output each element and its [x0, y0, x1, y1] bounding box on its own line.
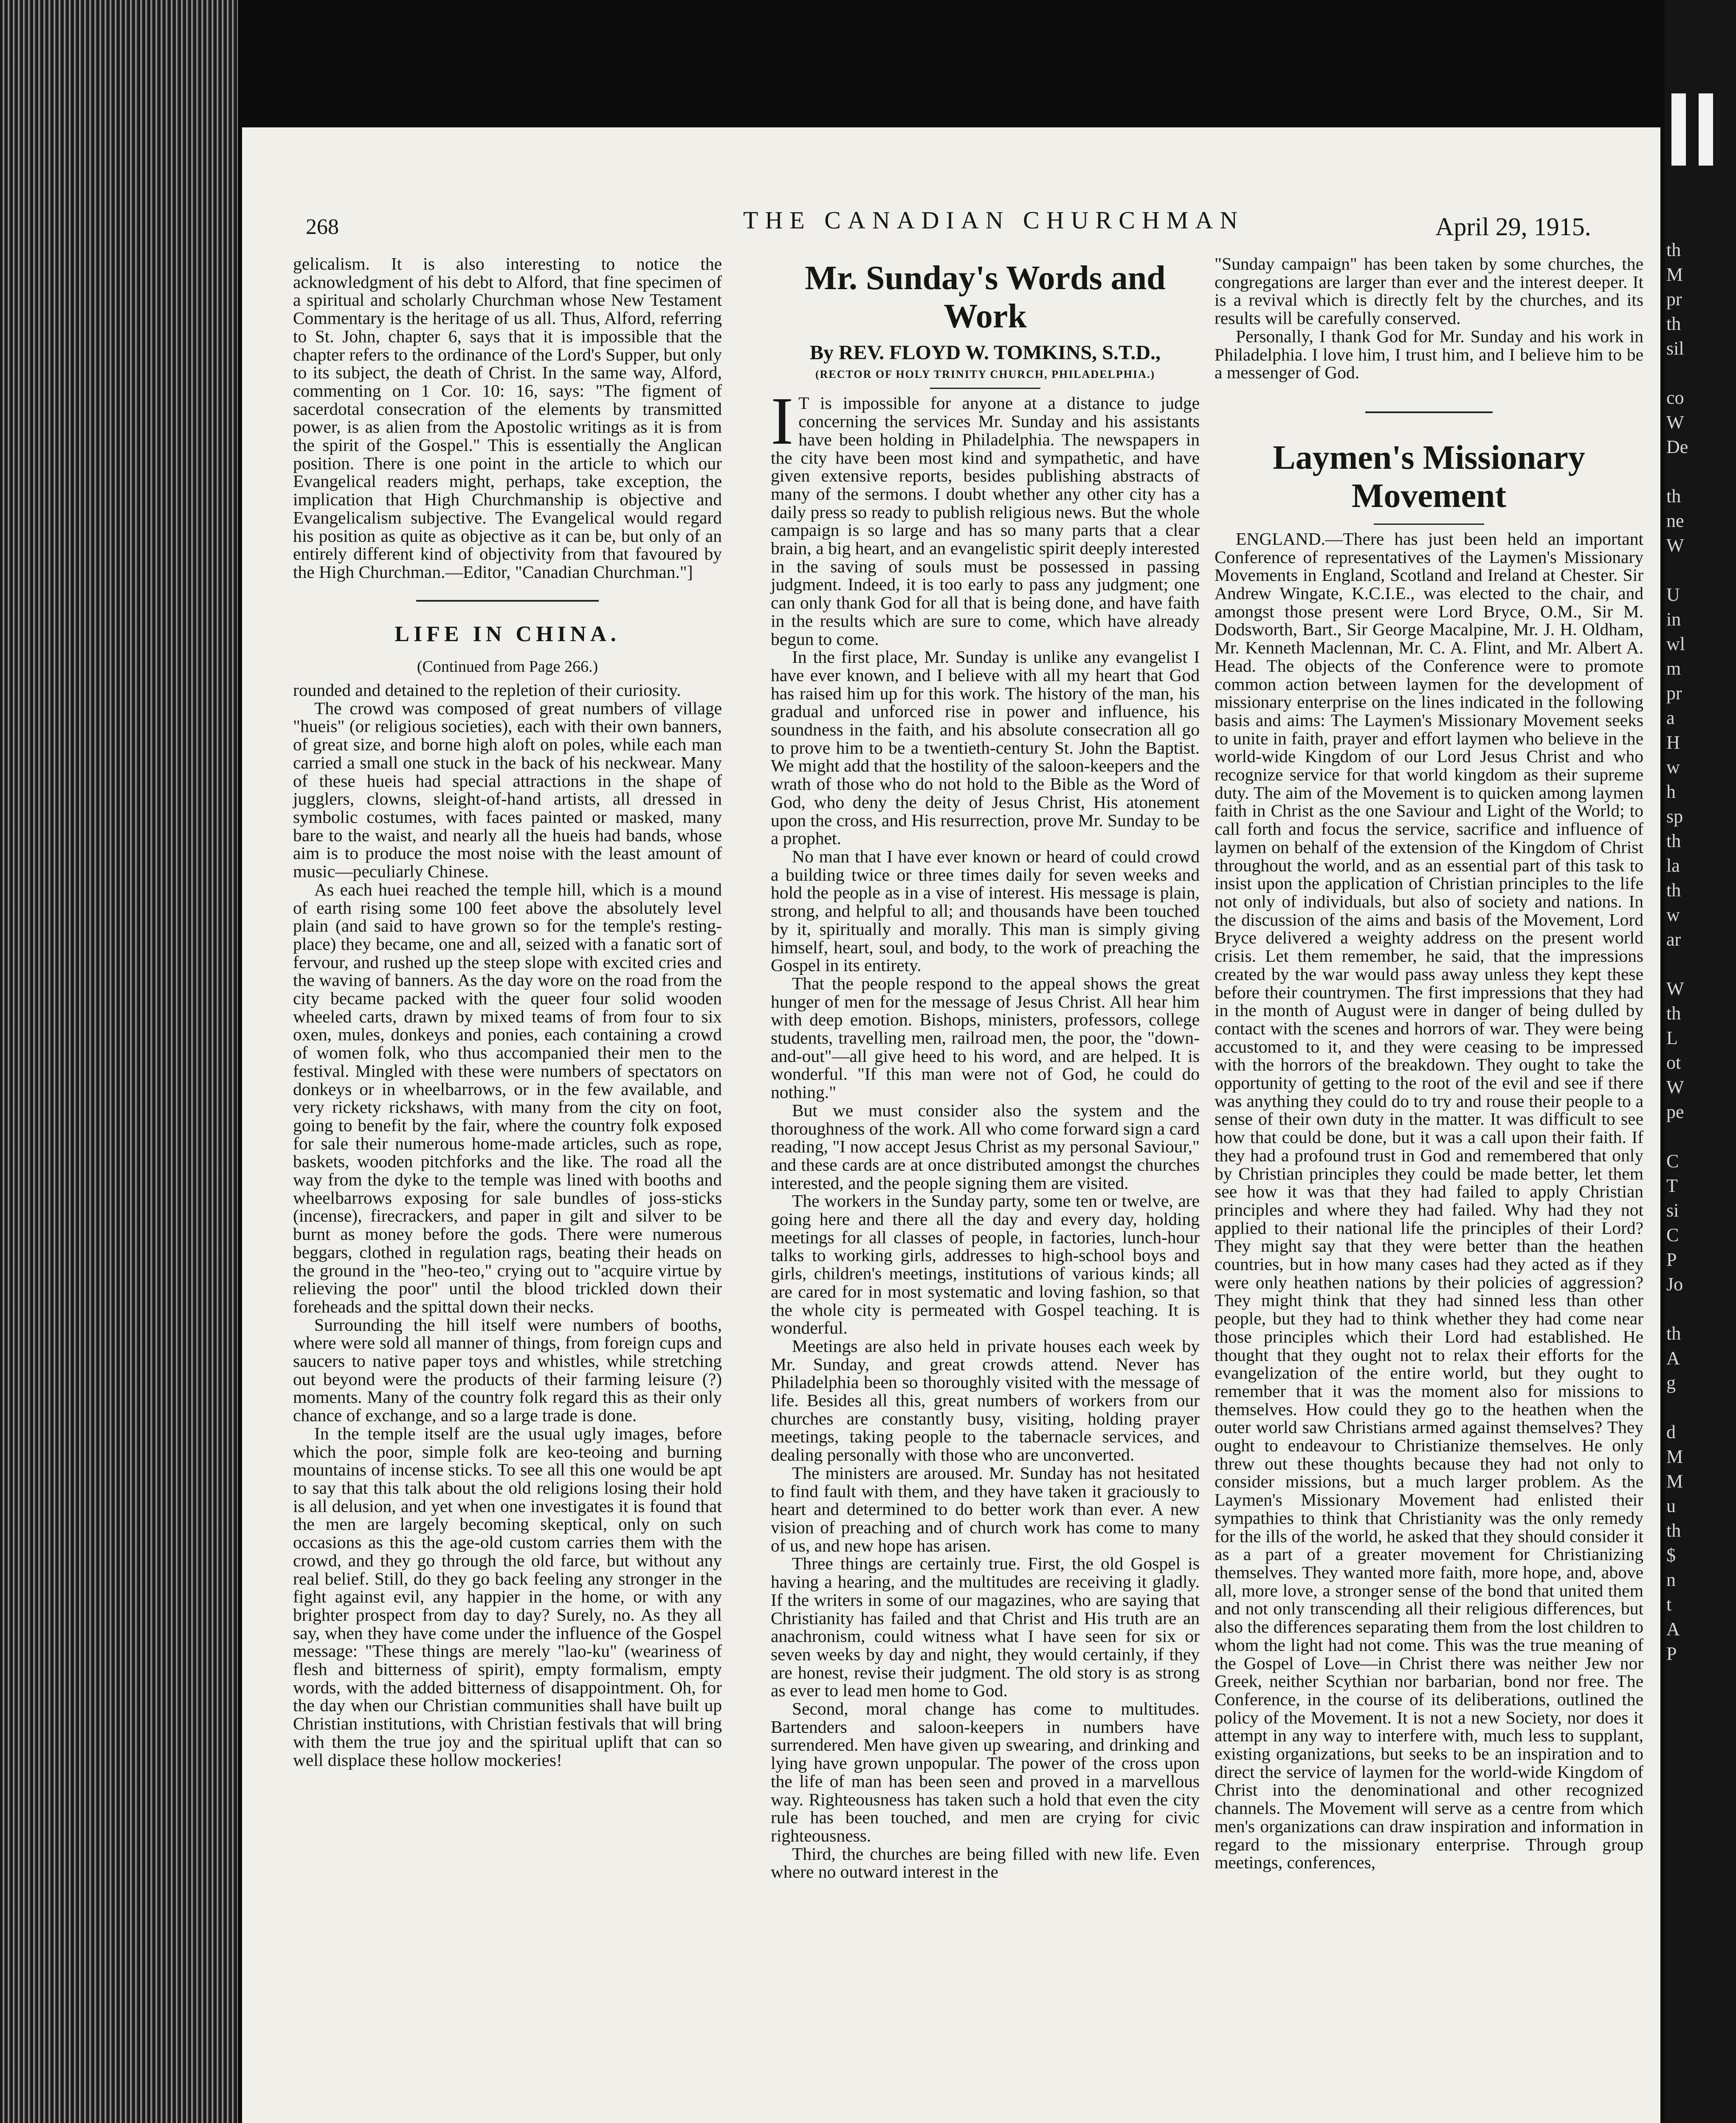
section-divider — [416, 600, 599, 602]
scan-marker-bar — [1699, 93, 1713, 166]
byline: By REV. FLOYD W. TOMKINS, S.T.D., — [809, 341, 1161, 364]
paragraph: Meetings are also held in private houses each week by Mr. Sunday, and great crowds attend. Never has Philadelphia been so thoroughly visited with the message of life. Besides all this, great numbers of workers from our churches are constantly busy, visiting, holding prayer meetings, taking people to the tabernacle services, and dealing personally with those who are unconverted. — [771, 1336, 1200, 1465]
paragraph: As each huei reached the temple hill, which is a mound of earth rising some 100 feet above the absolutely level plain (and said to have grown so for the temple's resting-place) they became, one and all, seized with a fanatic sort of fervour, and rushed up the steep slope with excited cries and the waving of banners. As the day wore on the road from the city became packed with the queer four solid wooden wheeled carts, drawn by mixed teams of from four to six oxen, mules, donkeys and ponies, each containing a crowd of women folk, who thus accompanied their men to the festival. Mingled with these were numbers of spectators on donkeys or in wheelbarrows, or in the few available, and very rickety rickshaws, with many from the city on foot, going to benefit by the fair, where the country folk exposed for sale their numerous home-made articles, such as rope, baskets, wooden pitchforks and the like. The road all the way from the dyke to the temple was lined with booths and wheelbarrows exposing for sale bundles of joss-sticks (incense), firecrackers, and paper in gilt and silver to be burnt as money before the gods. There were numerous beggars, clothed in regulation rags, beating their heads on the ground in the "heo-teo," crying out to "acquire virtue by relieving the poor" until the blood trickled down their foreheads and the spittal down their necks. — [293, 879, 722, 1316]
lead-text: T is impossible for anyone at a distance to judge concerning the services Mr. Sunday and his assistants have been holding in Philadelphia. The newspapers in the city have been most kind and sympathetic, and have given extensive reports, besides publishing abstracts of many of the sermons. I doubt whether any other city has a daily press so ready to publish religious news. But the whole campaign is so large and has so many parts that a clear brain, a big heart, and an evangelistic spirit deeply interested in the saving of souls must be possessed in passing judgment. Indeed, it is too early to pass any judgment; one can only thank God for all that is being done, and have faith in the results which are sure to come, which have already begun to come. — [771, 393, 1200, 649]
adjacent-page-text: th M pr th sil co W De th ne W U in wl m pr a H w h sp th la th w ar W th L ot W pe C T si C P Jo th A g d M M u th $ n t A P — [1666, 239, 1688, 1664]
title-divider — [1374, 524, 1484, 525]
article-continuation: "Sunday campaign" has been taken by some churches, the congregations are larger than ever and the interest deeper. It is a revival which is directly felt by the churches, and its results will be carefully conserved. — [1215, 254, 1643, 328]
paragraph: No man that I have ever known or heard of could crowd a building twice or three times daily for seven weeks and hold the people as in a vise of interest. His message is plain, strong, and helpful to all; and thousands have been touched by it, spiritually and morally. This man is simply giving himself, heart, soul, and body, to the work of preaching the Gospel in its entirety. — [771, 846, 1200, 975]
column-1 — [293, 255, 722, 1769]
paragraph: ENGLAND.—There has just been held an important Conference of representatives of the Laymen's Missionary Movements in England, Scotland and Ireland at Chester. Sir Andrew Wingate, K.C.I.E., was elected to the chair, and amongst those present were Lord Bryce, O.M., Sir M. Dodsworth, Bart., Sir George Macalpine, Mr. J. H. Oldham, Mr. Kenneth Maclennan, Mr. C. A. Flint, and Mr. Albert A. Head. The objects of the Conference were to promote common action between laymen for the development of missionary enterprise on the lines indicated in the following basis and aims: The Laymen's Missionary Movement seeks to unite in faith, prayer and effort laymen who believe in the world-wide Kingdom of our Lord Jesus Christ and who recognize service for that world kingdom as their supreme duty. The aim of the Movement is to quicken among laymen faith in Christ as the one Saviour and Light of the World; to call forth and focus the service, sacrifice and influence of laymen on behalf of the extension of the Kingdom of Christ throughout the world, and as an essential part of this task to insist upon the application of Christian principles to the life not only of individuals, but also of society and nations. In the discussion of the aims and basis of the Movement, Lord Bryce delivered a weighty address on the present world crisis. Let them remember, he said, that the impressions created by the war would pass away unless they kept these before their countrymen. The first impressions that they had in the month of August were in danger of being dulled by contact with the scenes and horrors of war. They were being accustomed to it, and they were ceasing to be impressed with the horrors of the breakdown. They ought to take the opportunity of getting to the root of the evil and see if there was anything they could do to try and rouse their people to a sense of their own duty in the matter. It was difficult to see how that could be done, but it was a call upon their faith. If they had a profound trust in God and remembered that only by Christian principles they could be made better, let them see how it was that they had failed to apply Christian principles and where they had failed. Why had they not applied to their national life the principles of their Lord? They might say that they were better than the heathen countries, but in how many cases had they acted as if they were only heathen nations by their policies of aggression? They might think that they had sinned less than other people, but they had to think whether they had come near those principles which their Lord had established. He thought that they ought not to relax their efforts for the evangelization of the entire world, but they ought to remember that it was the moment also for missions to themselves. How could they go to the heathen when the outer world saw Christians armed against themselves? They ought to endeavour to Christianize themselves. He only threw out these thoughts because they had not only to consider missions, but a much larger problem. As the Laymen's Missionary Movement had enlisted their sympathies to think that Christianity was the only remedy for the ills of the world, he asked that they should consider it as a part of a greater movement for Christianizing themselves. They wanted more faith, more hope, and, above all, more love, a stronger sense of the bond that united them and not only transcending all their religious differences, but also the differences separating them from the lost children to whom the light had not come. This was the true meaning of the Gospel of Love—in Christ there was neither Jew nor Greek, neither Scythian nor barbarian, bond nor free. The Conference, in the course of its deliberations, outlined the policy of the Movement. It is not a new Society, nor does it attempt in any way to interfere with, much less to supplant, existing organizations, but seeks to be an inspiration and to direct the service of laymen for the world-wide Kingdom of Christ into the denominational and other recognized channels. The Movement will serve as a centre from which men's organizations can draw inspiration and information in regard to the missionary enterprise. Through group meetings, conferences, — [1215, 529, 1643, 1872]
paragraph: The workers in the Sunday party, some ten or twelve, are going here and there all the day and every day, holding meetings for all classes of people, in factories, lunch-hour talks to working girls, addresses to high-school boys and girls, children's meetings, institutions of various kinds; all are cared for in most systematic and loving fashion, so that the whole city is permeated with Gospel teaching. It is wonderful. — [771, 1191, 1200, 1338]
article-title-laymens-movement: Laymen's Missionary Movement — [1273, 439, 1585, 515]
book-page-edges — [0, 0, 238, 2123]
page-header — [242, 206, 1660, 253]
closing-paragraph: Personally, I thank God for Mr. Sunday and his work in Philadelphia. I love him, I trust him, and I believe him to be a messenger of God. — [1215, 326, 1643, 383]
section-title-life-in-china: LIFE IN CHINA. — [395, 622, 620, 646]
paragraph: rounded and detained to the repletion of their curiosity. — [293, 680, 681, 700]
adjacent-page-strip — [1665, 0, 1736, 2123]
article-end-divider — [1365, 411, 1493, 413]
scan-marker-bar — [1671, 93, 1686, 166]
paragraph: In the temple itself are the usual ugly images, before which the poor, simple folk are keo-teoing and burning mountains of incense sticks. To see all this one would be apt to say that this talk about the old religions losing their hold is all delusion, and yet when one investigates it is found that the men are largely becoming skeptical, only on such occasions as this the age-old custom carries them with the crowd, and they go through the old farce, but without any real belief. Still, do they go back feeling any stronger in the fight against evil, any happier in the home, or with any brighter prospect from day to day? Surely, no. As they all say, when they have come under the influence of the Gospel message: "These things are merely "lao-ku" (weariness of flesh and bitterness of spirit), empty formalism, empty words, with the added bitterness of disappointment. Oh, for the day when our Christian communities shall have built up Christian institutions, with Christian festivals that will bring with them the true joy and the spiritual uplift that can so well displace these hollow mockeries! — [293, 1423, 722, 1770]
paragraph: In the first place, Mr. Sunday is unlike any evangelist I have ever known, and I believe with all my heart that God has raised him up for this work. The history of the man, his gradual and unforced rise in power and influence, his soundness in the faith, and his absolute consecration all go to prove him to be a twentieth-century St. John the Baptist. We might add that the hostility of the saloon-keepers and the wrath of those who do not hold to the Bible as the Word of God, who deny the deity of Jesus Christ, His atonement upon the cross, and His resurrection, prove Mr. Sunday to be a prophet. — [771, 647, 1200, 848]
lead-paragraph — [771, 383, 1200, 649]
paragraph: Three things are certainly true. First, the old Gospel is having a hearing, and the multitudes are receiving it gladly. If the writers in some of our magazines, who are saying that Christianity has failed and that Christ and His truth are an anachronism, could witness what I have seen for six or seven weeks by day and night, they would certainly, if they are honest, revise their judgment. The old story is as strong as ever to lead men home to God. — [771, 1554, 1200, 1701]
paragraph: That the people respond to the appeal shows the great hunger of men for the message of Jesus Christ. All hear him with deep emotion. Bishops, ministers, professors, college students, travelling men, railroad men, the poor, the "down-and-out"—all give heed to his word, and are helped. It is wonderful. "If this man were not of God, he could do nothing." — [771, 973, 1200, 1102]
drop-cap: I — [771, 383, 794, 459]
paragraph: Third, the churches are being filled with new life. Even where no outward interest in the — [771, 1844, 1200, 1882]
continued-note: (Continued from Page 266.) — [417, 658, 598, 676]
column-3 — [1215, 255, 1643, 1872]
paragraph: Surrounding the hill itself were numbers of booths, where were sold all manner of things, from foreign cups and saucers to native paper toys and whistles, while stretching out beyond were the products of their farming leisure (?) moments. Many of the country folk regard this as their only chance of exchange, and so a large trade is done. — [293, 1315, 722, 1425]
page-number: 268 — [306, 215, 339, 239]
paragraph: Second, moral change has come to multitudes. Bartenders and saloon-keepers in numbers have surrendered. Men have given up swearing, and drinking and lying have grown unpopular. The power of the cross upon the life of man has been seen and proved in a marvellous way. Righteousness has taken such a hold that even the city rule has been touched, and men are crying for civic righteousness. — [771, 1699, 1200, 1845]
editorial-continuation: gelicalism. It is also interesting to notice the acknowledgment of his debt to Alford, that fine specimen of a spiritual and scholarly Churchman whose New Testament Commentary is the heritage of us all. Thus, Alford, referring to St. John, chapter 6, says that it is impossible that the chapter refers to the ordinance of the Lord's Supper, but only to its subject, the death of Christ. In the same way, Alford, commenting on 1 Cor. 10: 16, says: "The figment of sacerdotal consecration of the elements by transmitted power, is as alien from the Apostolic writings as it is from the spirit of the Gospel." This is essentially the Anglican position. There is one point in the article to which our Evangelical readers might, perhaps, take exception, the implication that High Churchmanship is objective and Evangelicalism subjective. The Evangelical would regard his position as quite as objective as it can be, but only of an entirely different kind of objectivity from that favoured by the High Churchman.—Editor, "Canadian Churchman."] — [293, 254, 722, 582]
paragraph: The ministers are aroused. Mr. Sunday has not hesitated to find fault with them, and they have taken it graciously to heart and determined to do better work than ever. A new vision of preaching and of church work has come to many of us, and new hope has arisen. — [771, 1463, 1200, 1555]
byline-divider — [930, 388, 1040, 389]
publication-title: THE CANADIAN CHURCHMAN — [743, 206, 1245, 234]
column-2 — [771, 255, 1200, 1881]
newspaper-page — [242, 127, 1660, 2123]
author-affiliation: (RECTOR OF HOLY TRINITY CHURCH, PHILADELPHIA.) — [815, 368, 1155, 380]
paragraph: The crowd was composed of great numbers of village "hueis" (or religious societies), each with their own banners, of great size, and borne high aloft on poles, while each man carried a small one stuck in the back of his neckwear. Many of these hueis had special attractions in the shape of jugglers, clowns, sleight-of-hand artists, all dressed in symbolic costumes, with faces painted or masked, many bare to the waist, and nearly all the hueis had bands, whose aim is to produce the most noise with the least amount of music—peculiarly Chinese. — [293, 698, 722, 881]
article-title-mr-sunday: Mr. Sunday's Words and Work — [805, 259, 1166, 335]
issue-date: April 29, 1915. — [1435, 213, 1591, 241]
paragraph: But we must consider also the system and the thoroughness of the work. All who come forward sign a card reading, "I now accept Jesus Christ as my personal Saviour," and these cards are at once distributed amongst the churches interested, and the people signing them are visited. — [771, 1100, 1200, 1193]
